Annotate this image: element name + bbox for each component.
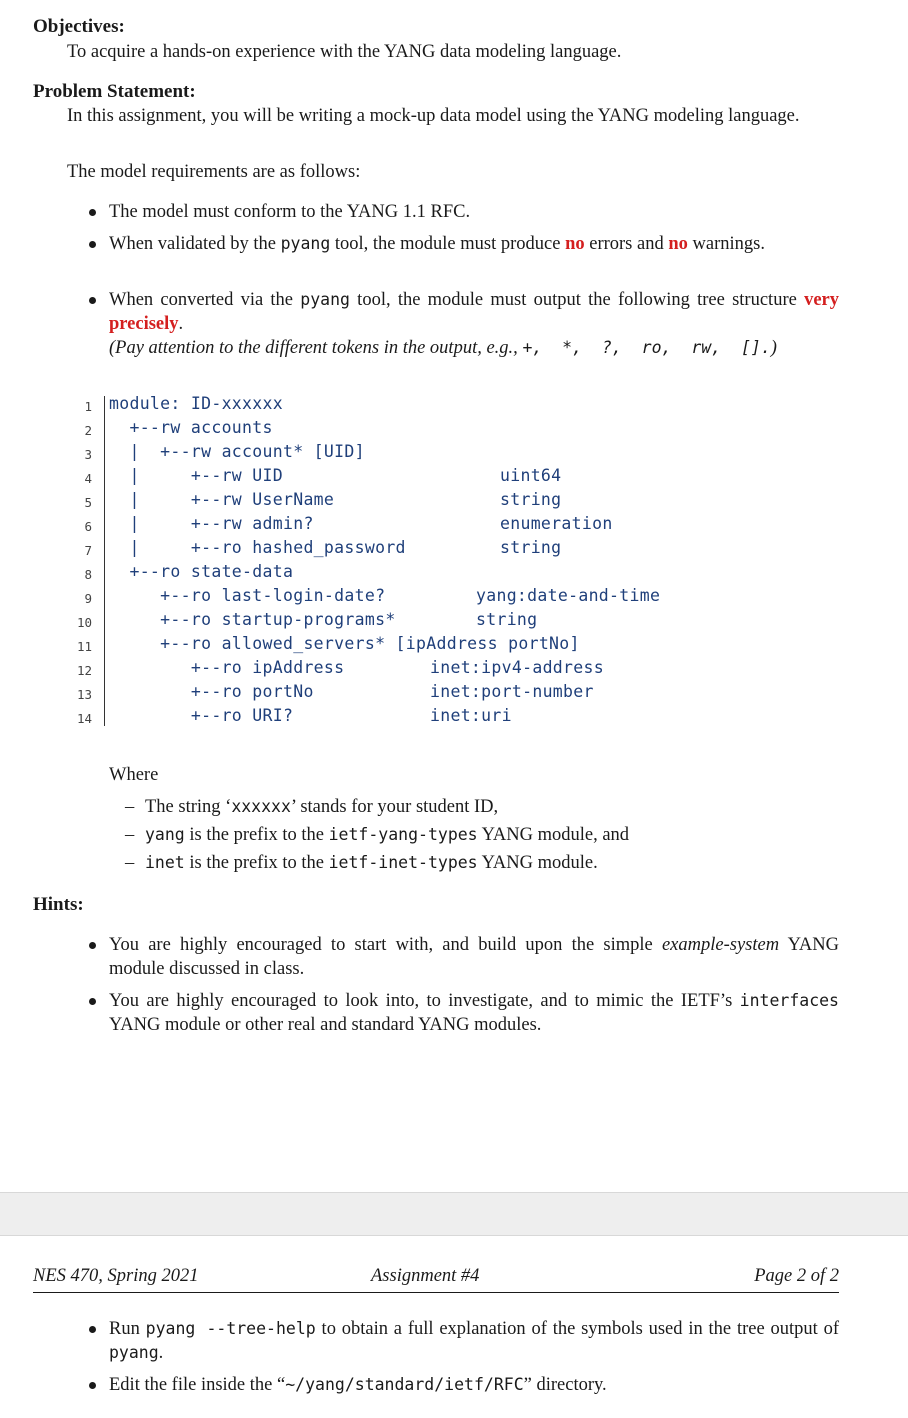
code-type: inet:port-number (430, 682, 594, 701)
hint-text: You are highly encouraged to start with, and build upon the simple example-system YANG module discussed in class. (109, 935, 839, 979)
page-header (33, 1264, 839, 1293)
code-type: yang:date-and-time (476, 586, 661, 605)
line-number: 2 (84, 423, 92, 438)
assignment-label: Assignment #4 (371, 1266, 480, 1286)
code-text: +--ro portNo (109, 682, 314, 701)
line-number: 6 (84, 519, 92, 534)
code-line (70, 586, 770, 610)
requirement-item (89, 200, 839, 224)
problem-statement-heading: Problem Statement: (33, 81, 196, 102)
hint-text: Edit the file inside the “~/yang/standard/ietf/RFC” directory. (109, 1375, 607, 1395)
page-number: Page 2 of 2 (754, 1266, 839, 1286)
code-line (70, 706, 770, 730)
code-text: | +--rw UID (109, 466, 283, 485)
code-line (70, 442, 770, 466)
course-label: NES 470, Spring 2021 (33, 1266, 199, 1286)
line-number: 5 (84, 495, 92, 510)
code-line (70, 514, 770, 538)
code-text: +--rw accounts (109, 418, 273, 437)
bullet-icon (89, 998, 96, 1005)
requirements-intro: The model requirements are as follows: (67, 162, 361, 182)
where-item: – yang is the prefix to the ietf-yang-types YANG module, and (125, 825, 630, 845)
code-text: +--ro state-data (109, 562, 294, 581)
hints-heading: Hints: (33, 894, 84, 915)
line-number: 12 (76, 663, 92, 678)
code-type: string (500, 538, 562, 557)
hint-item (89, 989, 839, 1037)
code-type: enumeration (500, 514, 613, 533)
code-line (70, 466, 770, 490)
bullet-icon (89, 942, 96, 949)
code-line (70, 658, 770, 682)
code-type: string (476, 610, 538, 629)
hint-text: Run pyang --tree-help to obtain a full explanation of the symbols used in the tree output of pyang. (109, 1319, 839, 1363)
line-number: 9 (84, 591, 92, 606)
code-text: | +--ro hashed_password (109, 538, 406, 557)
line-number: 14 (76, 711, 92, 726)
code-line (70, 394, 770, 418)
requirement-text: When validated by the pyang tool, the module must produce no errors and no warnings. (109, 234, 765, 254)
where-item: – The string ‘xxxxxx’ stands for your student ID, (125, 797, 499, 817)
hint-item (89, 1317, 839, 1365)
requirement-text: The model must conform to the YANG 1.1 RFC. (109, 202, 471, 222)
objectives-text: To acquire a hands-on experience with the YANG data modeling language. (67, 42, 622, 62)
bullet-icon (89, 1382, 96, 1389)
code-text: +--ro URI? (109, 706, 294, 725)
code-line (70, 538, 770, 562)
line-number: 7 (84, 543, 92, 558)
code-line (70, 562, 770, 586)
hint-item (89, 1373, 839, 1397)
line-number: 1 (84, 399, 92, 414)
bullet-icon (89, 1326, 96, 1333)
code-text: | +--rw account* [UID] (109, 442, 365, 461)
code-text: | +--rw UserName (109, 490, 335, 509)
code-line (70, 682, 770, 706)
bullet-icon (89, 209, 96, 216)
line-number: 11 (76, 639, 92, 654)
page-separator (0, 1192, 908, 1236)
code-text: +--ro allowed_servers* [ipAddress portNo] (109, 634, 580, 653)
requirement-item (89, 232, 839, 256)
bullet-icon (89, 297, 96, 304)
line-number: 3 (84, 447, 92, 462)
where-heading: Where (109, 765, 159, 785)
code-line (70, 634, 770, 658)
code-text: +--ro ipAddress (109, 658, 345, 677)
problem-intro: In this assignment, you will be writing a mock-up data model using the YANG modeling language. (67, 106, 800, 126)
code-type: string (500, 490, 562, 509)
code-text: +--ro startup-programs* (109, 610, 396, 629)
code-line (70, 418, 770, 442)
code-line (70, 490, 770, 514)
hint-item (89, 933, 839, 981)
line-number: 8 (84, 567, 92, 582)
code-text: module: ID-xxxxxx (109, 394, 283, 413)
line-number: 13 (76, 687, 92, 702)
where-item: – inet is the prefix to the ietf-inet-types YANG module. (125, 853, 598, 873)
code-text: +--ro last-login-date? (109, 586, 386, 605)
code-type: inet:ipv4-address (430, 658, 604, 677)
objectives-heading: Objectives: (33, 16, 125, 37)
requirement-text: When converted via the pyang tool, the module must output the following tree structure very precisely. (Pay attention to the different tokens in the output, e.g., +, *, ?, ro, rw, [].) (109, 290, 839, 358)
requirement-item (89, 288, 839, 360)
code-type: uint64 (500, 466, 562, 485)
hint-text: You are highly encouraged to look into, to investigate, and to mimic the IETF’s interfaces YANG module or other real and standard YANG modules. (109, 991, 839, 1035)
line-number: 4 (84, 471, 92, 486)
code-text: | +--rw admin? (109, 514, 314, 533)
code-line (70, 610, 770, 634)
line-number: 10 (76, 615, 92, 630)
bullet-icon (89, 241, 96, 248)
code-type: inet:uri (430, 706, 512, 725)
